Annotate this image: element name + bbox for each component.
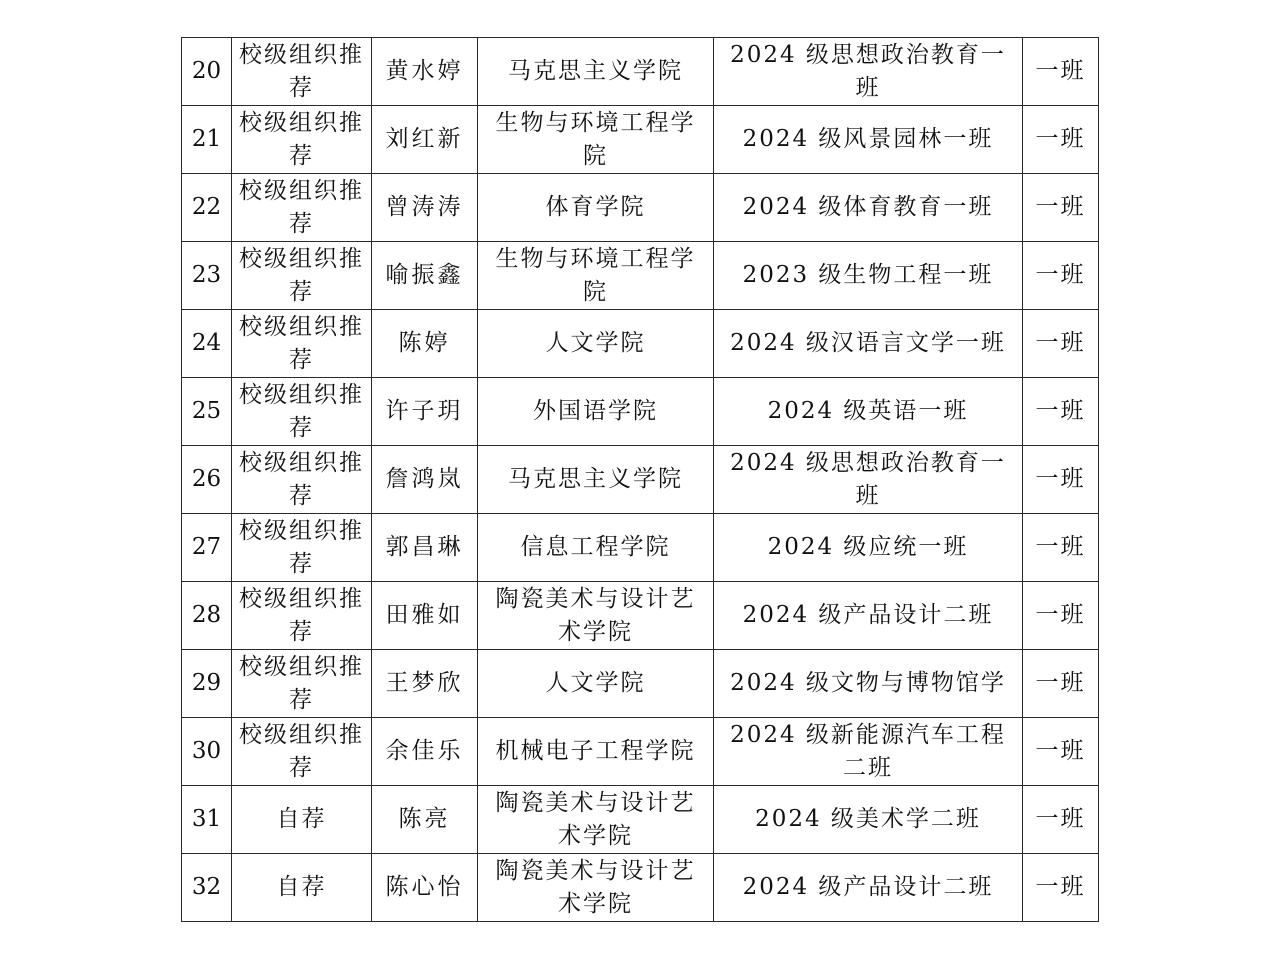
- recommendation-type-cell: 校级组织推荐: [232, 582, 372, 650]
- award-level-cell: 一班: [1023, 174, 1099, 242]
- class-cell: 2024 级应统一班: [714, 514, 1023, 582]
- recommendation-type-cell: 自荐: [232, 854, 372, 922]
- college-cell: 马克思主义学院: [478, 446, 714, 514]
- class-cell: 2024 级美术学二班: [714, 786, 1023, 854]
- table-row: [182, 174, 1099, 242]
- table-row: [182, 514, 1099, 582]
- college-cell: 外国语学院: [478, 378, 714, 446]
- college-cell: 机械电子工程学院: [478, 718, 714, 786]
- college-cell: 人文学院: [478, 650, 714, 718]
- class-cell: 2024 级新能源汽车工程二班: [714, 718, 1023, 786]
- student-name-cell: 刘红新: [372, 106, 478, 174]
- award-level-cell: 一班: [1023, 650, 1099, 718]
- award-level-cell: 一班: [1023, 718, 1099, 786]
- class-cell: 2023 级生物工程一班: [714, 242, 1023, 310]
- student-name-cell: 田雅如: [372, 582, 478, 650]
- award-level-cell: 一班: [1023, 514, 1099, 582]
- college-cell: 陶瓷美术与设计艺术学院: [478, 582, 714, 650]
- table-row: [182, 106, 1099, 174]
- recommendation-type-cell: 校级组织推荐: [232, 38, 372, 106]
- college-cell: 人文学院: [478, 310, 714, 378]
- recommendation-type-cell: 校级组织推荐: [232, 310, 372, 378]
- recommendation-type-cell: 自荐: [232, 786, 372, 854]
- award-level-cell: 一班: [1023, 38, 1099, 106]
- award-level-cell: 一班: [1023, 378, 1099, 446]
- table-body: [182, 38, 1099, 922]
- award-level-cell: 一班: [1023, 786, 1099, 854]
- recommendation-type-cell: 校级组织推荐: [232, 378, 372, 446]
- award-level-cell: 一班: [1023, 582, 1099, 650]
- recommendation-type-cell: 校级组织推荐: [232, 446, 372, 514]
- class-cell: 2024 级产品设计二班: [714, 854, 1023, 922]
- row-number-cell: 20: [182, 38, 232, 106]
- row-number-cell: 28: [182, 582, 232, 650]
- student-name-cell: 郭昌琳: [372, 514, 478, 582]
- student-name-cell: 陈婷: [372, 310, 478, 378]
- student-name-cell: 詹鸿岚: [372, 446, 478, 514]
- table-row: [182, 378, 1099, 446]
- row-number-cell: 29: [182, 650, 232, 718]
- row-number-cell: 27: [182, 514, 232, 582]
- table-row: [182, 242, 1099, 310]
- recommendation-type-cell: 校级组织推荐: [232, 242, 372, 310]
- row-number-cell: 26: [182, 446, 232, 514]
- recommendation-type-cell: 校级组织推荐: [232, 106, 372, 174]
- recommendation-type-cell: 校级组织推荐: [232, 718, 372, 786]
- student-name-cell: 许子玥: [372, 378, 478, 446]
- student-name-cell: 陈亮: [372, 786, 478, 854]
- row-number-cell: 25: [182, 378, 232, 446]
- class-cell: 2024 级思想政治教育一班: [714, 38, 1023, 106]
- student-name-cell: 王梦欣: [372, 650, 478, 718]
- row-number-cell: 31: [182, 786, 232, 854]
- row-number-cell: 24: [182, 310, 232, 378]
- table-row: [182, 446, 1099, 514]
- table-row: [182, 310, 1099, 378]
- class-cell: 2024 级文物与博物馆学: [714, 650, 1023, 718]
- table-row: [182, 38, 1099, 106]
- recommendation-type-cell: 校级组织推荐: [232, 650, 372, 718]
- row-number-cell: 22: [182, 174, 232, 242]
- student-name-cell: 黄水婷: [372, 38, 478, 106]
- row-number-cell: 21: [182, 106, 232, 174]
- college-cell: 信息工程学院: [478, 514, 714, 582]
- award-level-cell: 一班: [1023, 854, 1099, 922]
- table-row: [182, 718, 1099, 786]
- college-cell: 生物与环境工程学院: [478, 106, 714, 174]
- student-name-cell: 陈心怡: [372, 854, 478, 922]
- class-cell: 2024 级思想政治教育一班: [714, 446, 1023, 514]
- college-cell: 陶瓷美术与设计艺术学院: [478, 786, 714, 854]
- row-number-cell: 32: [182, 854, 232, 922]
- table-row: [182, 854, 1099, 922]
- college-cell: 体育学院: [478, 174, 714, 242]
- college-cell: 陶瓷美术与设计艺术学院: [478, 854, 714, 922]
- row-number-cell: 30: [182, 718, 232, 786]
- table-row: [182, 650, 1099, 718]
- recommendation-type-cell: 校级组织推荐: [232, 514, 372, 582]
- award-level-cell: 一班: [1023, 242, 1099, 310]
- college-cell: 马克思主义学院: [478, 38, 714, 106]
- class-cell: 2024 级风景园林一班: [714, 106, 1023, 174]
- award-level-cell: 一班: [1023, 446, 1099, 514]
- college-cell: 生物与环境工程学院: [478, 242, 714, 310]
- class-cell: 2024 级体育教育一班: [714, 174, 1023, 242]
- award-level-cell: 一班: [1023, 310, 1099, 378]
- recommendation-type-cell: 校级组织推荐: [232, 174, 372, 242]
- award-level-cell: 一班: [1023, 106, 1099, 174]
- student-name-cell: 曾涛涛: [372, 174, 478, 242]
- student-name-cell: 喻振鑫: [372, 242, 478, 310]
- student-name-cell: 余佳乐: [372, 718, 478, 786]
- class-cell: 2024 级汉语言文学一班: [714, 310, 1023, 378]
- class-cell: 2024 级英语一班: [714, 378, 1023, 446]
- class-cell: 2024 级产品设计二班: [714, 582, 1023, 650]
- table-row: [182, 582, 1099, 650]
- award-list-table: [181, 37, 1099, 922]
- row-number-cell: 23: [182, 242, 232, 310]
- table-row: [182, 786, 1099, 854]
